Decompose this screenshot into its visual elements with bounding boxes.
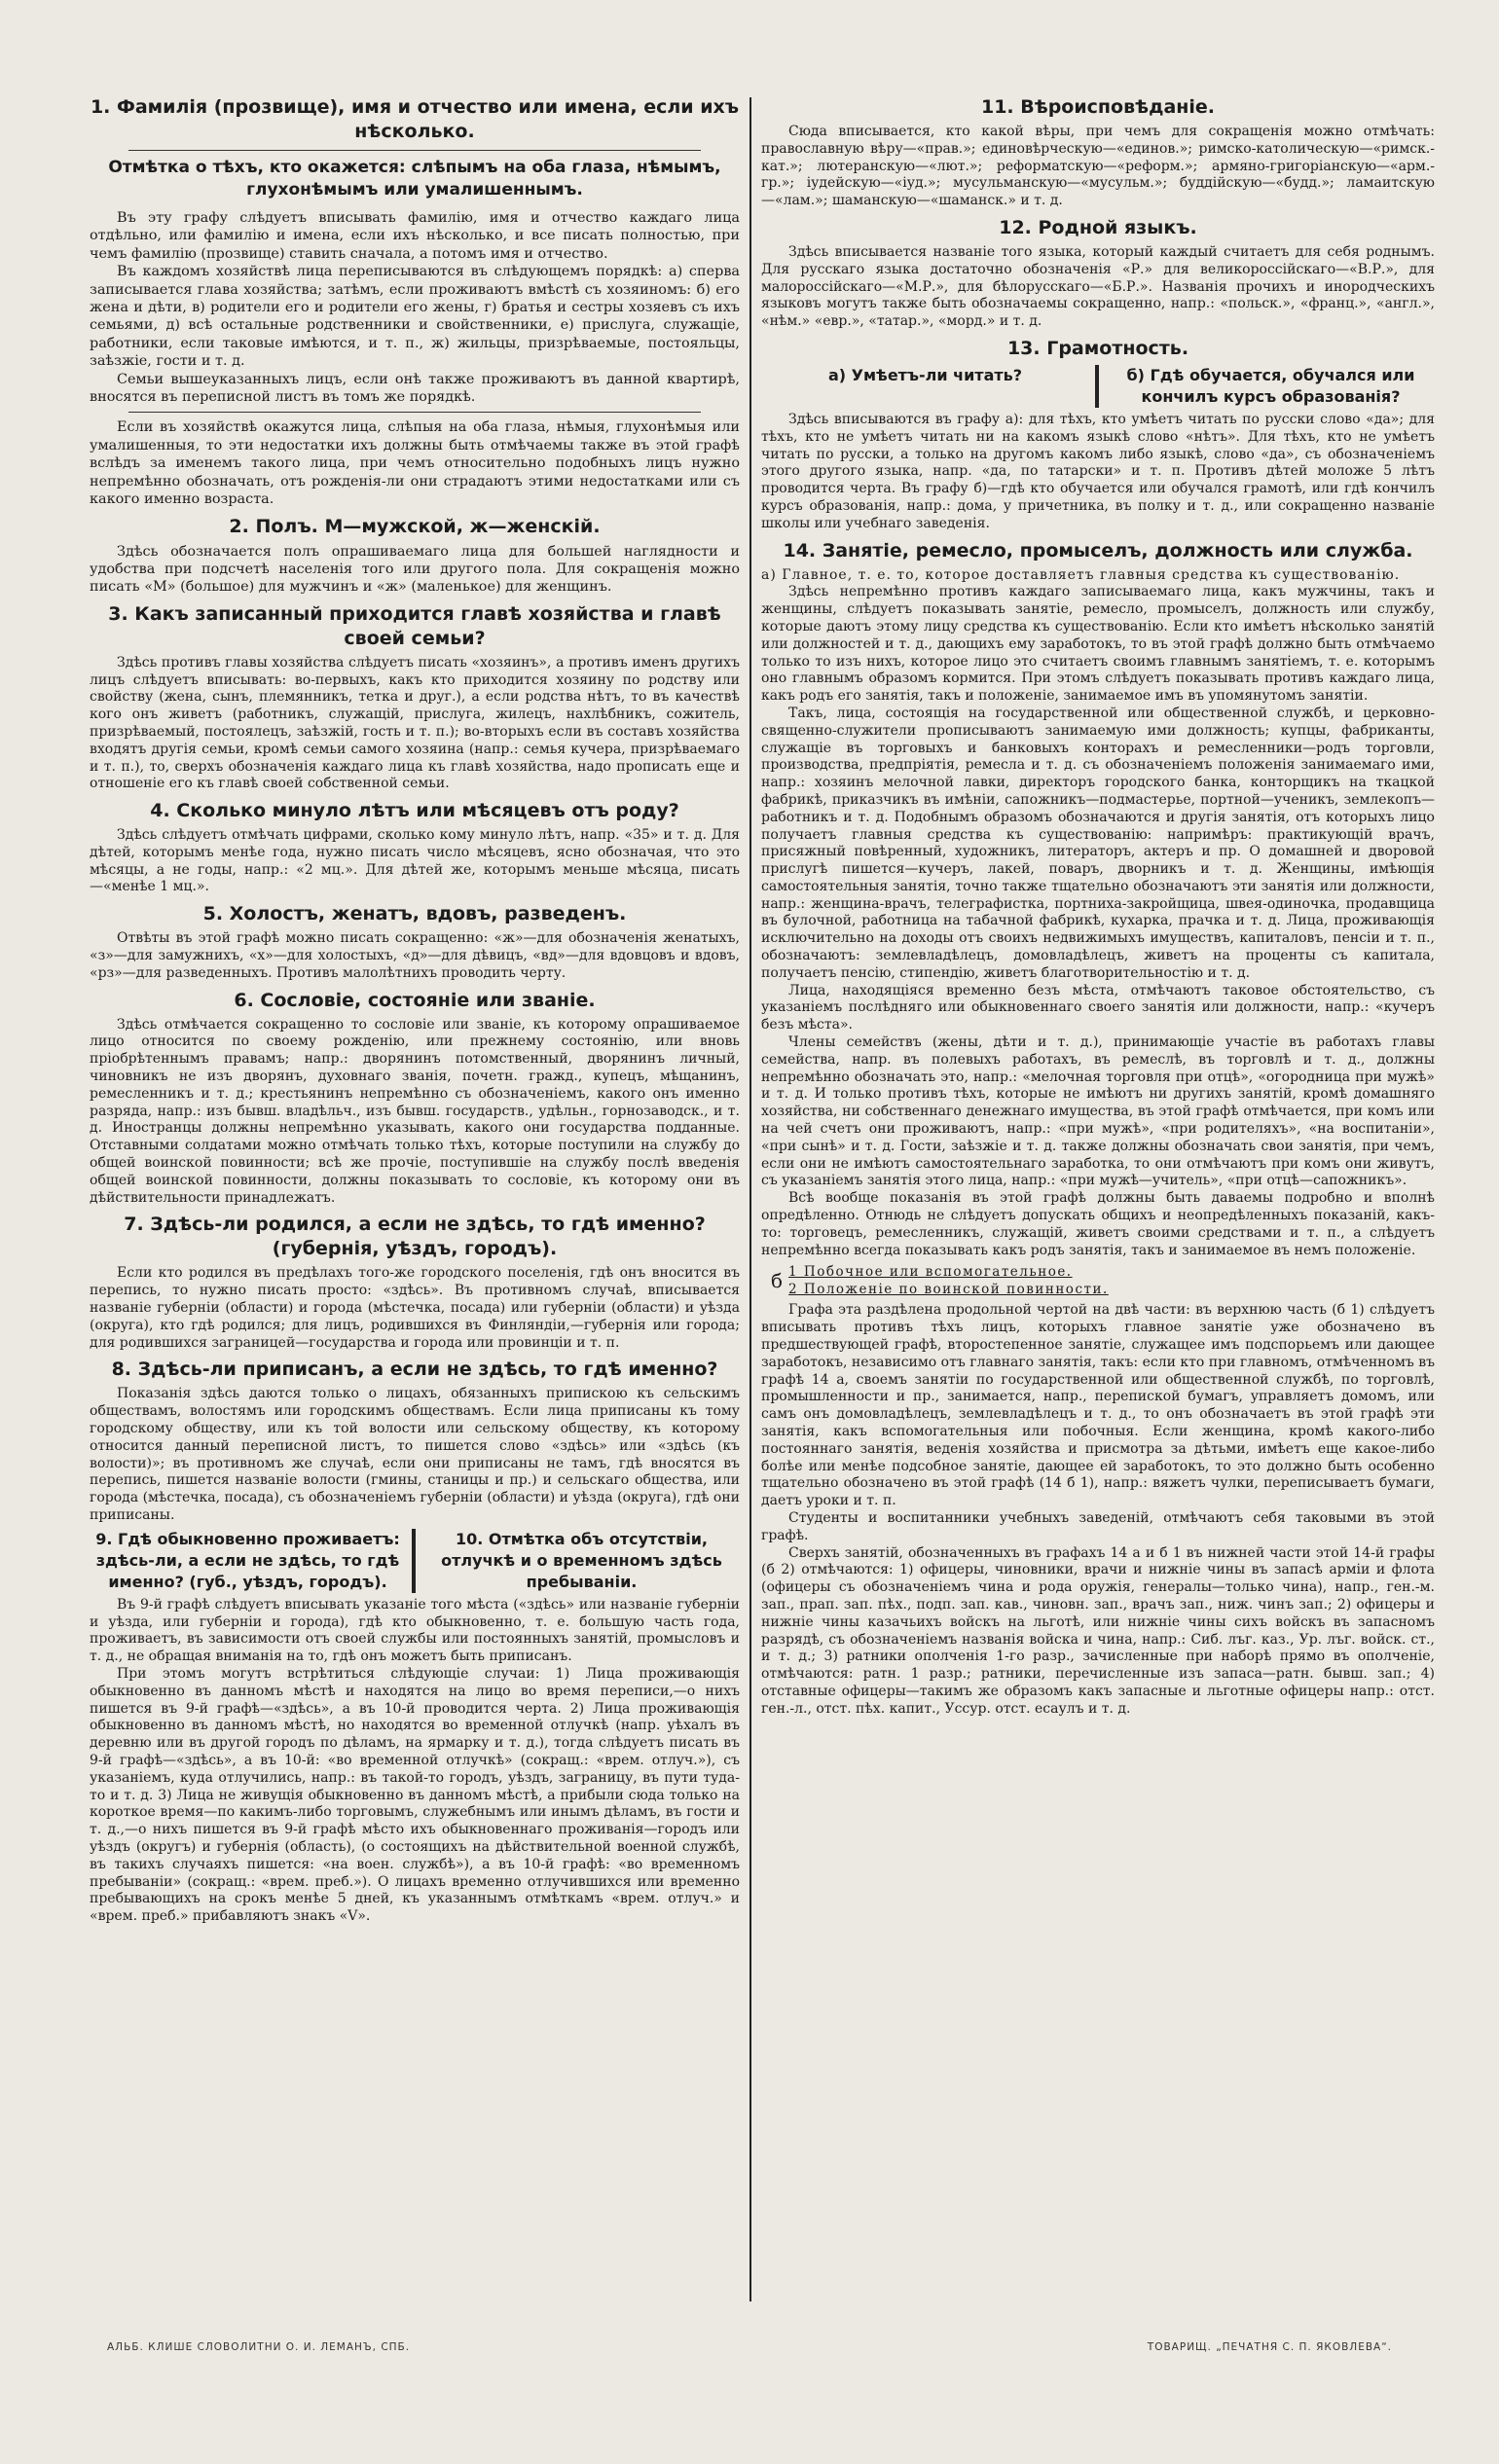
section-14-paragraph: Такъ, лица, состоящія на государственной или общественной службѣ, и церковно-священно-служители прописываютъ занимаемую ими должность; купцы, фабриканты, служащіе въ торговыхъ и банковыхъ конторахъ и ремесленники—родъ торговли, производства, предпріятія, ремесла и т. д. съ обозначеніемъ положенія занимаемаго ими, напр.: хозяинъ мелочной лавки, директоръ городского банка, конторщикъ на ткацкой фабрикѣ, приказчикъ въ имѣніи, сапожникъ—подмастерье, портной—ученикъ, землекопъ—работникъ и т. д. Подобнымъ образомъ обозначаются и другія занятія, отъ которыхъ лицо получаетъ главныя средства къ существованію: напримѣръ: практикующій врачъ, присяжный повѣренный, художникъ, литераторъ, актеръ и пр. О домашней и дворовой прислугѣ пишется—кучеръ, лакей, поваръ, дворникъ и т. д. Женщины, имѣющія самостоятельныя занятія, точно также тщательно обозначаютъ эти занятія или должности, напр.: женщина-врачъ, телеграфистка, портниха-закройщица, швея-одиночка, продавщица въ булочной, работница на табачной фабрикѣ, кухарка, прачка и т. д. Лица, проживающія исключительно на доходы отъ своихъ недвижимыхъ имуществъ, капиталовъ, пенсіи и т. п., обозначаютъ: землевладѣлецъ, домовладѣлецъ, живетъ на проценты съ капитала, получаетъ пенсію, стипендію, живетъ благотворительностію и т. д. [761,705,1435,981]
footer-right-imprint: ТОВАРИЩ. „ПЕЧАТНЯ С. П. ЯКОВЛЕВА“. [1147,2341,1392,2353]
section-14-paragraph: Члены семействъ (жены, дѣти и т. д.), принимающіе участіе въ работахъ главы семейства, напр. въ полевыхъ работахъ, въ ремеслѣ, въ торговлѣ и т. д., должны непремѣнно обозначать это, напр.: «мелочная торговля при отцѣ», «огородница при мужѣ» и т. д. И только противъ тѣхъ, которые не имѣютъ ни другихъ занятій, кромѣ домашняго хозяйства, ни собственнаго денежнаго имущества, въ этой графѣ отмѣчается, при комъ или на чей счетъ они проживаютъ, напр.: «при мужѣ», «при родителяхъ», «на воспитаніи», «при сынѣ» и т. д. Гости, заѣзжіе и т. д. также должны обозначать свои занятія, при чемъ, если они не имѣютъ самостоятельнаго заработка, то они отмѣчаютъ при комъ они живутъ, съ указаніемъ занятія этого лица, напр.: «при мужѣ—учитель», «при отцѣ—сапожникъ». [761,1034,1435,1189]
section-11-title: 11. Вѣроисповѣданіе. [980,96,1216,118]
section-9-10-header [90,1529,740,1593]
section-4-title: 4. Сколько минуло лѣтъ или мѣсяцевъ отъ роду? [150,800,679,822]
section-14b2-heading: 2 Положеніе по воинской повинности. [788,1282,1109,1298]
section-5-title: 5. Холостъ, женатъ, вдовъ, разведенъ. [202,903,627,925]
right-column [761,90,1435,2299]
divider [128,150,701,151]
section-2-paragraph: Здѣсь обозначается полъ опрашиваемаго лица для большей наглядности и удобства при подсчетѣ населенія того или другого пола. Для сокращенія можно писать «М» (большое) для мужчинъ и «ж» (маленькое) для женщинъ. [90,543,740,596]
section-14b-paragraph: Студенты и воспитанники учебныхъ заведеній, отмѣчаютъ себя таковыми въ этой графѣ. [761,1509,1435,1543]
section-1-paragraph: Семьи вышеуказанныхъ лицъ, если онѣ также проживаютъ въ данной квартирѣ, вносятся въ переписной листъ въ томъ же порядкѣ. [90,371,740,406]
divider [128,412,701,413]
section-8-paragraph: Показанія здѣсь даются только о лицахъ, обязанныхъ припискою къ сельскимъ обществамъ, волостямъ или городскимъ обществамъ. Если лица приписаны къ тому городскому обществу, или къ той волости или сельскому обществу, къ которому относится данный переписной листъ, то пишется слово «здѣсь» или «здѣсь (къ волости)»; въ противномъ же случаѣ, если они приписаны не тамъ, гдѣ вносятся въ перепись, пишется названіе волости (гмины, станицы и пр.) и сельскаго общества, или города (мѣстечка, посада), съ обозначеніемъ губерніи (области) и уѣзда (округа), гдѣ они приписаны. [90,1386,740,1523]
footer-left-imprint: АЛЬБ. КЛИШЕ СЛОВОЛИТНИ О. И. ЛЕМАНЪ, СПБ. [107,2341,411,2353]
section-12-title: 12. Родной языкъ. [999,216,1197,238]
section-14-paragraph: Всѣ вообще показанія въ этой графѣ должны быть даваемы подробно и вполнѣ опредѣленно. Отнюдь не слѣдуетъ допускать общихъ и неопредѣленныхъ показаній, какъ-то: торговецъ, ремесленникъ, служащій, живетъ своими средствами и т. п., а слѣдуетъ непремѣнно всегда показывать какъ родъ занятія, такъ и занимаемое въ немъ положеніе. [761,1190,1435,1258]
section-13-title: 13. Грамотность. [1006,337,1189,359]
left-column [90,90,740,2299]
section-1-subtitle: Отмѣтка о тѣхъ, кто окажется: слѣпымъ на оба глаза, нѣмымъ, глухонѣмымъ или умалишеннымъ. [108,158,721,199]
section-14b-letter: б [771,1269,784,1293]
section-9-title: 9. Гдѣ обыкновенно проживаетъ: здѣсь-ли, а если не здѣсь, то гдѣ именно? (губ., уѣздъ, городъ). [90,1529,414,1593]
section-14-paragraph: Лица, находящіяся временно безъ мѣста, отмѣчаютъ таковое обстоятельство, съ указаніемъ послѣдняго или обыкновеннаго своего занятія или должности, напр.: «кучеръ безъ мѣста». [761,982,1435,1033]
section-5-paragraph: Отвѣты въ этой графѣ можно писать сокращенно: «ж»—для обозначенія женатыхъ, «з»—для замужнихъ, «х»—для холостыхъ, «д»—для дѣвицъ, «вд»—для вдовцовъ и вдовъ, «рз»—для разведенныхъ. Противъ малолѣтнихъ проводить черту. [90,930,740,981]
section-1-title: 1. Фамилія (прозвище), имя и отчество или имена, если ихъ нѣсколько. [90,96,740,142]
section-6-paragraph: Здѣсь отмѣчается сокращенно то сословіе или званіе, къ которому опрашиваемое лицо относится по своему рожденію, или прежнему состоянію, или вновь пріобрѣтеннымъ правамъ; напр.: дворянинъ потомственный, дворянинъ личный, чиновникъ не изъ дворянъ, духовнаго званія, почетн. гражд., купецъ, мѣщанинъ, ремесленникъ и т. д.; крестьянинъ непремѣнно съ обозначеніемъ, какого онъ именно разряда, напр.: изъ бывш. владѣльч., изъ бывш. государств., удѣльн., горнозаводск., и т. д. Иностранцы должны непремѣнно указывать, какого они государства подданные. Отставными солдатами можно отмѣчать только тѣхъ, которые поступили на службу до общей воинской повинности; всѣ же прочіе, поступившіе на службу послѣ введенія общей воинской повинности, должны показывать то сословіе, къ которому они въ дѣйствительности принадлежатъ. [90,1016,740,1206]
section-8-title: 8. Здѣсь-ли приписанъ, а если не здѣсь, то гдѣ именно? [111,1359,718,1381]
section-1-paragraph: Въ каждомъ хозяйствѣ лица переписываются въ слѣдующемъ порядкѣ: а) сперва записывается глава хозяйства; затѣмъ, если проживаютъ вмѣстѣ съ хозяиномъ: б) его жена и дѣти, в) родители его и родители его жены, г) братья и сестры хозяевъ съ ихъ семьями, д) всѣ остальные родственники и свойственники, е) прислуга, служащіе, работники, если таковые имѣются, и т. п., ж) жильцы, призрѣваемые, постояльцы, заѣзжіе, гости и т. д. [90,264,740,370]
section-7-paragraph: Если кто родился въ предѣлахъ того-же городского поселенія, гдѣ онъ вносится въ перепись, то нужно писать просто: «здѣсь». Въ противномъ случаѣ, вписывается названіе губерніи (области) и города (мѣстечка, посада) или губерніи (области) и уѣзда (округа), кто гдѣ родился; для лицъ, родившихся въ Финляндіи,—губернія или города; для родившихся заграницей—государства и города или провинціи и т. п. [90,1265,740,1351]
section-4-paragraph: Здѣсь слѣдуетъ отмѣчать цифрами, сколько кому минуло лѣтъ, напр. «35» и т. д. Для дѣтей, которымъ менѣе года, нужно писать число мѣсяцевъ, ясно обозначая, что это мѣсяцы, а не годы, напр.: «2 мц.». Для дѣтей же, которымъ меньше мѣсяца, писать—«менѣе 1 мц.». [90,827,740,895]
section-13b-title: б) Гдѣ обучается, обучался или кончилъ курсъ образованія? [1097,365,1435,408]
section-14b1-heading: 1 Побочное или вспомогательное. [788,1264,1073,1281]
section-10-title: 10. Отмѣтка объ отсутствіи, отлучкѣ и о временномъ здѣсь пребываніи. [414,1529,740,1593]
section-7-title: 7. Здѣсь-ли родился, а если не здѣсь, то гдѣ именно? (губернія, уѣздъ, городъ). [124,1214,706,1260]
section-1-paragraph: Если въ хозяйствѣ окажутся лица, слѣпыя на оба глаза, нѣмыя, глухонѣмыя или умалишенныя, то эти недостатки ихъ должны быть отмѣчаемы также въ этой графѣ вслѣдъ за именемъ такого лица, при чемъ относительно подобныхъ лицъ нужно непремѣнно обозначать, отъ рожденія-ли они страдаютъ этими недостатками или съ какого именно возраста. [90,419,740,508]
section-11-paragraph: Сюда вписывается, кто какой вѣры, при чемъ для сокращенія можно отмѣчать: православную вѣру—«прав.»; единовѣрческую—«единов.»; римско-католическую—«римск.-кат.»; лютеранскую—«лют.»; реформатскую—«реформ.»; армяно-григоріанскую—«арм.-гр.»; іудейскую—«іуд.»; мусульманскую—«мусульм.»; буддійскую—«будд.»; ламаитскую—«лам.»; шаманскую—«шаманск.» и т. д. [761,124,1435,209]
section-14a-heading: а) Главное, т. е. то, которое доставляетъ главныя средства къ существованію. [761,566,1401,583]
section-2-title: 2. Полъ. М—мужской, ж—женскій. [229,515,601,537]
section-14-title: 14. Занятіе, ремесло, промыселъ, должность или служба. [783,539,1413,562]
section-9-paragraph: Въ 9-й графѣ слѣдуетъ вписывать указаніе того мѣста («здѣсь» или названіе губерніи и уѣзда, или губерніи и города), гдѣ кто обыкновенно, т. е. большую часть года, проживаетъ, въ зависимости отъ своей службы или постоянныхъ занятій, промысловъ и т. д., не обращая вниманія на то, гдѣ онъ можетъ быть приписанъ. [90,1596,740,1665]
section-14b-paragraph: Сверхъ занятій, обозначенныхъ въ графахъ 14 а и б 1 въ нижней части этой 14-й графы (б 2) отмѣчаются: 1) офицеры, чиновники, врачи и нижніе чины въ запасѣ арміи и флота (офицеры съ обозначеніемъ чина и рода оружія, генералы—только чина), напр., ген.-м. зап., прап. зап. пѣх., подп. зап. кав., чиновн. зап., врачъ зап., ниж. чинъ зап.; 2) офицеры и нижніе чины казачьихъ войскъ на льготѣ, или нижніе чины сихъ войскъ въ запасномъ разрядѣ, съ обозначеніемъ названія войска и чина, напр.: Сиб. лъг. каз., Ур. лъг. войск. ст., и т. д.; 3) ратники ополченія 1-го разр., зачисленные при наборѣ прямо въ ополченіе, отмѣчаются: ратн. 1 разр.; ратники, перечисленные изъ запаса—ратн. бывш. зап.; 4) отставные офицеры—такимъ же образомъ какъ запасные и льготные офицеры напр.: отст. ген.-л., отст. пѣх. капит., Уссур. отст. есаулъ и т. д. [761,1544,1435,1717]
section-13-subheader [761,365,1435,408]
section-6-title: 6. Сословіе, состояніе или званіе. [234,989,596,1011]
section-9-paragraph: При этомъ могутъ встрѣтиться слѣдующіе случаи: 1) Лица проживающія обыкновенно въ данномъ мѣстѣ и находятся на лицо во время переписи,—о нихъ пишется въ 9-й графѣ—«здѣсь», а въ 10-й проводится черта. 2) Лица проживающія обыкновенно въ данномъ мѣстѣ, но находятся во временной отлучкѣ (напр. уѣхалъ въ деревню или въ другой городъ по дѣламъ, на ярмарку и т. д.), тогда слѣдуетъ писать въ 9-й графѣ—«здѣсь», а въ 10-й: «во временной отлучкѣ» (сокращ.: «врем. отлуч.»), съ указаніемъ, куда отлучились, напр.: въ такой-то городъ, уѣздъ, заграницу, въ пути туда-то и т. д. 3) Лица не живущія обыкновенно въ данномъ мѣстѣ, а прибыли сюда только на короткое время—по какимъ-либо торговымъ, служебнымъ или инымъ дѣламъ, въ гости и т. д.,—о нихъ пишется въ 9-й графѣ мѣсто ихъ обыкновеннаго проживанія—городъ или уѣздъ (округъ) и губернія (область), (о состоящихъ на дѣйствительной военной службѣ, въ такихъ случаяхъ пишется: «на воен. службѣ»), а въ 10-й графѣ: «во временномъ пребываніи» (сокращ.: «врем. преб.»). О лицахъ временно отлучившихся или временно пребывающихъ на срокъ менѣе 5 дней, къ указаннымъ отмѣткамъ «врем. отлуч.» и «врем. преб.» прибавляютъ знакъ «V». [90,1665,740,1925]
section-1-paragraph: Въ эту графу слѣдуетъ вписывать фамилію, имя и отчество каждаго лица отдѣльно, или фамилію и имена, если ихъ нѣсколько, и все писать полностью, при чемъ фамилію (прозвище) ставить сначала, а потомъ имя и отчество. [90,210,740,262]
section-12-paragraph: Здѣсь вписывается названіе того языка, который каждый считаетъ для себя роднымъ. Для русскаго языка достаточно обозначенія «Р.» для великороссійскаго—«В.Р.», для малороссійскаго—«М.Р.», для бѣлорусскаго—«Б.Р.». Названія прочихъ и инородческихъ языковъ могутъ также быть обозначаемы сокращенно, напр.: «польск.», «франц.», «англ.», «нѣм.» «евр.», «татар.», «морд.» и т. д. [761,243,1435,330]
section-14b-paragraph: Графа эта раздѣлена продольной чертой на двѣ части: въ верхнюю часть (б 1) слѣдуетъ вписывать противъ тѣхъ лицъ, которыхъ главное занятіе уже обозначено въ предшествующей графѣ, второстепенное занятіе, служащее имъ подспорьемъ или дающее заработокъ, независимо отъ главнаго занятія, такъ: если кто при главномъ, отмѣченномъ въ графѣ 14 а, своемъ занятіи по государственной или общественной службѣ, по торговлѣ, промышленности и пр., занимается, напр., перепиской бумагъ, управляетъ домомъ, или самъ онъ домовладѣлецъ, землевладѣлецъ и т. д., то онъ обозначаетъ въ этой графѣ эти занятія, какъ вспомогательныя или побочныя. Если женщина, кромѣ какого-либо постояннаго занятія, веденія хозяйства и присмотра за дѣтьми, имѣетъ еще какое-либо болѣе или менѣе подсобное занятіе, дающее ей заработокъ, то это должно быть особенно тщательно обозначено въ этой графѣ (14 б 1), напр.: вяжетъ чулки, переписываетъ бумаги, даетъ уроки и т. п. [761,1302,1435,1509]
section-3-title: 3. Какъ записанный приходится главѣ хозяйства и главѣ своей семьи? [108,602,721,649]
column-divider [750,97,751,2301]
section-3-paragraph: Здѣсь противъ главы хозяйства слѣдуетъ писать «хозяинъ», а противъ именъ другихъ лицъ слѣдуетъ вписывать: во-первыхъ, какъ кто приходится хозяину по родству или свойству (жена, сынъ, племянникъ, тетка и друг.), а если родства нѣтъ, то въ качествѣ кого онъ живетъ (работникъ, служащій, прислуга, жилецъ, нахлѣбникъ, сожитель, призрѣваемый, постоялецъ, заѣзжій, гость и т. п.); во-вторыхъ если въ составъ хозяйства входятъ другія семьи, кромѣ семьи самого хозяина (напр.: семья кучера, призрѣваемаго и т. п.), то, сверхъ обозначенія каждаго лица къ главѣ хозяйства, надо прописать еще и отношеніе его къ главѣ своей собственной семьи. [90,654,740,792]
section-13-paragraph: Здѣсь вписываются въ графу а): для тѣхъ, кто умѣетъ читать по русски слово «да»; для тѣхъ, кто не умѣетъ читать ни на какомъ языкѣ слово «нѣтъ». Для тѣхъ, кто не умѣетъ читать по русски, а только на другомъ какомъ либо языкѣ, слово «да», съ обозначеніемъ этого другого языка, напр. «да, по татарски» и т. п. Противъ дѣтей моложе 5 лѣтъ проводится черта. Въ графу б)—гдѣ кто обучается или обучался грамотѣ, или гдѣ кончилъ курсъ образованія, напр.: дома, у причетника, въ полку и т. д., или сокращенно названіе школы или учебнаго заведенія. [761,411,1435,531]
section-13a-title: а) Умѣетъ-ли читать? [761,365,1097,408]
section-14-paragraph: Здѣсь непремѣнно противъ каждаго записываемаго лица, какъ мужчины, такъ и женщины, слѣдуетъ показывать занятіе, ремесло, промыселъ, должность или службу, которые даютъ этому лицу средства къ существованію. Если кто имѣетъ нѣсколько занятій или должностей и т. д., дающихъ ему заработокъ, то въ этой графѣ должно быть отмѣчаемо только то изъ нихъ, которое лицо это считаетъ своимъ главнымъ занятіемъ, т. е. которымъ оно главнымъ образомъ кормится. При этомъ слѣдуетъ показывать противъ каждаго лица, какъ родъ его занятія, такъ и положеніе, занимаемое имъ въ упомянутомъ занятіи. [761,584,1435,705]
section-14b-headings [771,1263,1435,1298]
